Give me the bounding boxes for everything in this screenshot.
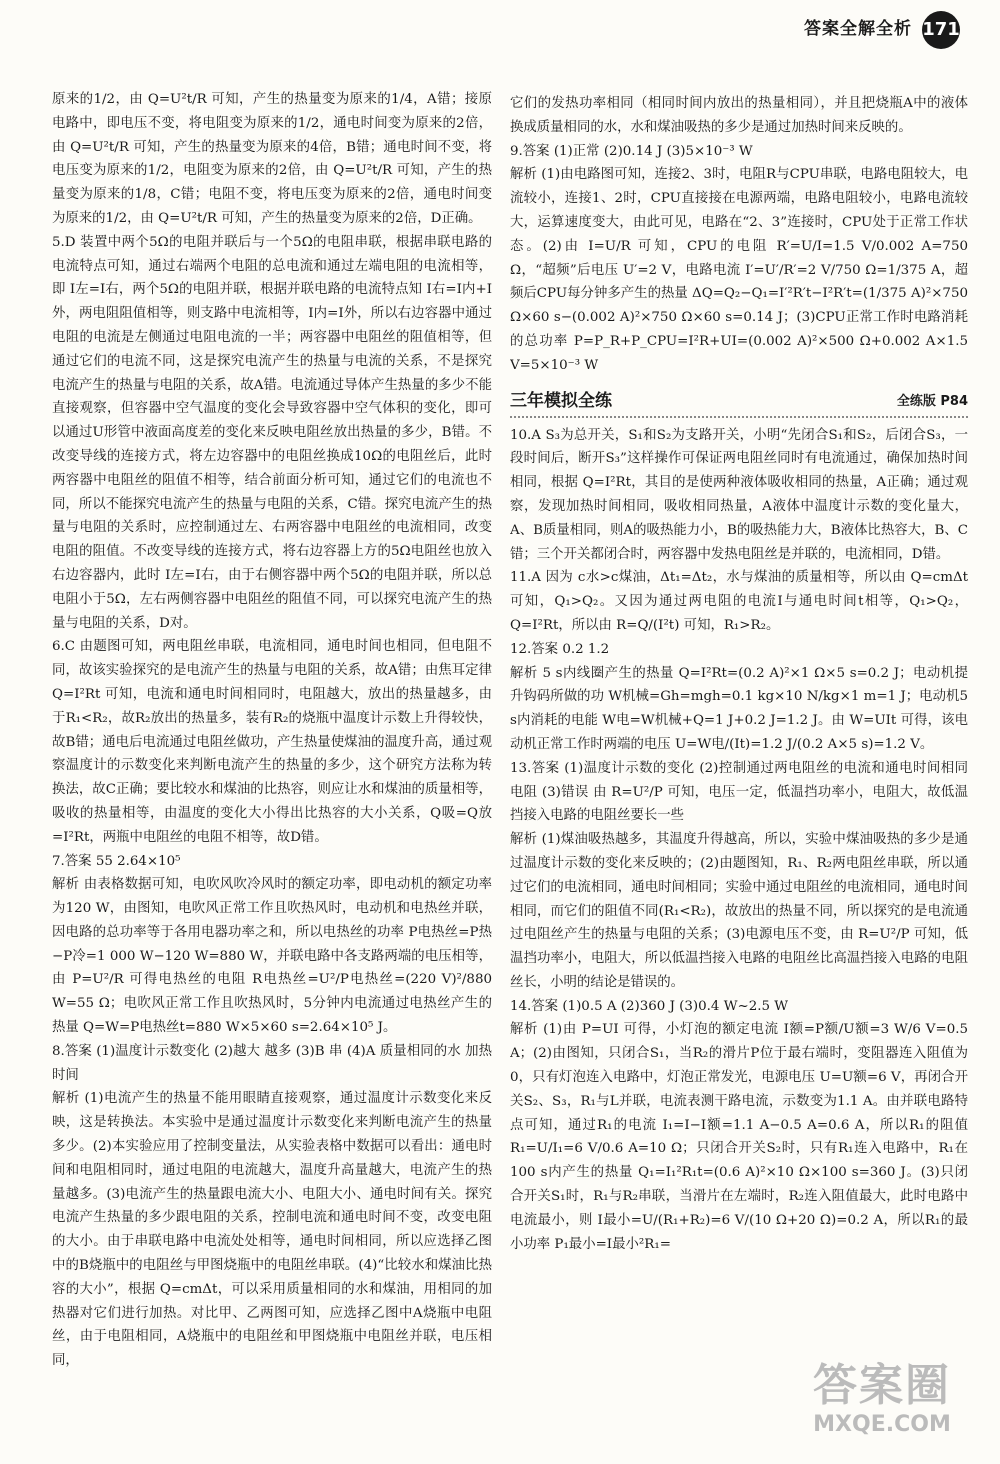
analysis-8: 解析 (1)电流产生的热量不能用眼睛直接观察，通过温度计示数变化来反映，这是转换法。本实验中是通过温度计示数变化来判断电流产生的热量多少。(2)本实验应用了控制变量法，从实验表格中数据可以看出：通电时间和电阻相同时，通过电阻的电流越大，温度升高量越大，电流产生的热量越多。(3)电流产生的热量跟电流大小、电阻大小、通电时间有关。探究电流产生热量的多少跟电阻的关系，控制电流和通电时间不变，改变电阻的大小。由于串联电路中电流处处相等，通电时间相同，所以应选择乙图中的B烧瓶中的电阻丝与甲图烧瓶中的电阻丝串联。(4)“比较水和煤油比热容的大小”，根据 Q=cmΔt，可以采用质量相同的水和煤油，用相同的加热器对它们进行加热。对比甲、乙两图可知，应选择乙图中A烧瓶中电阻丝，由于电阻相同，A烧瓶中的电阻丝和甲图烧瓶中电阻丝并联，电压相同， (52, 1091, 492, 1369)
analysis-13: 解析 (1)煤油吸热越多，其温度升得越高，所以，实验中煤油吸热的多少是通过温度计示数的变化来反映的；(2)由题图知，R₁、R₂两电阻丝串联，所以通过它们的电流相同，通电时间相同；实验中通过电阻丝的电流相同，通电时间相同，而它们的阻值不同(R₁<R₂)，故放出的热量不同，所以探究的是电流通过电阻丝产生的热量与电阻的关系；(3)电源电压不变，由 R=U²/P 可知，低温挡功率小，电阻大，所以低温挡接入电路的电阻丝比高温挡接入电路的电阻丝长，小明的结论是错误的。 (510, 832, 968, 990)
section-page-ref: 全练版 P84 (896, 393, 968, 409)
answer-8: 8.答案 (1)温度计示数变化 (2)越大 越多 (3)B 串 (4)A 质量相同的水 加热时间 (52, 1043, 492, 1083)
page-number-badge: 171 (922, 11, 960, 49)
answer-11: 11.A 因为 c水>c煤油，Δt₁=Δt₂，水与煤油的质量相等，所以由 Q=cmΔt 可知，Q₁>Q₂。又因为通过两电阻的电流I与通电时间t相等，Q₁>Q₂，Q=I²Rt，所以由 R=Q/(I²t) 可知，R₁>R₂。 (510, 570, 968, 633)
analysis-12: 解析 5 s内线圈产生的热量 Q=I²Rt=(0.2 A)²×1 Ω×5 s=0.2 J；电动机提升钩码所做的功 W机械=Gh=mgh=0.1 kg×10 N/kg×1 m=1 J；电动机5 s内消耗的电能 W电=W机械+Q=1 J+0.2 J=1.2 J。由 W=UIt 可得，该电动机正常工作时两端的电压 U=W电/(It)=1.2 J/(0.2 A×5 s)=1.2 V。 (510, 665, 968, 752)
answer-14: 14.答案 (1)0.5 A (2)360 J (3)0.4 W~2.5 W (510, 998, 789, 1014)
left-column (52, 88, 492, 1438)
header-title: 答案全解全析 (804, 19, 912, 40)
analysis-14: 解析 (1)由 P=UI 可得，小灯泡的额定电流 I额=P额/U额=3 W/6 V=0.5 A；(2)由图知，只闭合S₁，当R₂的滑片P位于最右端时，变阻器连入阻值为0，只有灯泡连入电路中，灯泡正常发光，电源电压 U=U额=6 V，再闭合开关S₂、S₃，R₁与L并联，电流表测干路电流，示数变为1.1 A。由并联电路特点可知，通过R₁的电流 I₁=I−I额=1.1 A−0.5 A=0.6 A，所以R₁的阻值 R₁=U/I₁=6 V/0.6 A=10 Ω；只闭合开关S₂时，只有R₁连入电路中，R₁在100 s内产生的热量 Q₁=I₁²R₁t=(0.6 A)²×10 Ω×100 s=360 J。(3)只闭合开关S₁时，R₁与R₂串联，当滑片在左端时，R₂连入阻值最大，此时电路中电流最小，则 I最小=U/(R₁+R₂)=6 V/(10 Ω+20 Ω)=0.2 A，所以R₁的最小功率 P₁最小=I最小²R₁= (510, 1022, 968, 1252)
page-header (804, 10, 960, 50)
section-title: 三年模拟全练 (510, 390, 612, 411)
watermark-text: 答案圈 (813, 1360, 951, 1411)
analysis-8-cont: 它们的发热功率相同（相同时间内放出的热量相同），并且把烧瓶A中的液体换成质量相同的水，水和煤油吸热的多少是通过加热时间来反映的。 (510, 96, 968, 135)
analysis-7: 解析 由表格数据可知，电吹风吹冷风时的额定功率，即电动机的额定功率为120 W，由图知，电吹风正常工作且吹热风时，电动机和电热丝并联，因电路的总功率等于各用电器功率之和，所以电热丝的功率 P电热丝=P热−P冷=1 000 W−120 W=880 W，并联电路中各支路两端的电压相等，由 P=U²/R 可得电热丝的电阻 R电热丝=U²/P电热丝=(220 V)²/880 W=55 Ω；电吹风正常工作且吹热风时，5分钟内电流通过电热丝产生的热量 Q=W=P电热丝t=880 W×5×60 s=2.64×10⁵ J。 (52, 877, 492, 1036)
section-header (510, 388, 968, 418)
answer-5: 5.D 装置中两个5Ω的电阻并联后与一个5Ω的电阻串联，根据串联电路的电流特点可知，通过右端两个电阻的总电流和通过左端电阻的电流相等，即 I左=I右，两个5Ω的电阻并联，根据并联电路的电流特点知 I右=I内+I外，两电阻阻值相等，则支路中电流相等，I内=I外，所以右边容器中通过电阻的电流是左侧通过电阻电流的一半；两容器中电阻丝的阻值相等，但通过它们的电流不同，这是探究电流产生的热量与电流的关系，不是探究电流产生的热量与电阻的关系，故A错。电流通过导体产生热量的多少不能直接观察，但容器中空气温度的变化会导致容器中空气体积的变化，即可以通过U形管中液面高度差的变化来反映电阻丝放出热量的多少，B错。不改变导线的连接方式，将左边容器中的电阻丝换成10Ω的电阻丝后，此时两容器中电阻丝的阻值不相等，结合前面分析可知，通过它们的电流也不同，所以不能探究电流产生的热量与电阻的关系，C错。探究电流产生的热量与电阻的关系时，应控制通过左、右两容器中电阻丝的电流相同，改变电阻的阻值。不改变导线的连接方式，将右边容器上方的5Ω电阻丝也放入右边容器内，此时 I左=I右，由于右侧容器中两个5Ω的电阻并联，所以总电阻小于5Ω，左右两侧容器中电阻丝的阻值不同，可以探究电流产生的热量与电阻的关系，D对。 (52, 234, 492, 631)
paragraph-4-cont: 原来的1/2，由 Q=U²t/R 可知，产生的热量变为原来的1/4，A错；接原电路中，即电压不变，将电阻变为原来的1/2，通电时间变为原来的2倍，由 Q=U²t/R 可知，产生的热量变为原来的4倍，B错；通电时间不变，将电压变为原来的1/2，电阻变为原来的2倍，由 Q=U²t/R 可知，产生的热量变为原来的1/8，C错；电阻不变，将电压变为原来的2倍，通电时间变为原来的1/2，由 Q=U²t/R 可知，产生的热量变为原来的2倍，D正确。 (52, 92, 492, 226)
watermark-logo (782, 1360, 982, 1450)
right-column (510, 92, 968, 1442)
answer-10: 10.A S₃为总开关，S₁和S₂为支路开关，小明“先闭合S₁和S₂，后闭合S₃，一段时间后，断开S₃”这样操作可保证两电阻丝同时有电流通过，确保加热时间相同，根据 Q=I²Rt，其目的是使两种液体吸收相同的热量，A正确；通过观察，发现加热时间相同，吸收相同热量，A液体中温度计示数的变化量大，A、B质量相同，则A的吸热能力小，B的吸热能力大，B液体比热容大，B、C错；三个开关都闭合时，两容器中发热电阻丝是并联的，电流相同，D错。 (510, 427, 968, 562)
answer-7: 7.答案 55 2.64×10⁵ (52, 853, 181, 869)
watermark-url: MXQE.COM (813, 1412, 951, 1437)
analysis-9: 解析 (1)由电路图可知，连接2、3时，电阻R与CPU串联，电路电阻较大，电流较小，连接1、2时，CPU直接接在电源两端，电路电阻较小，电路电流较大，运算速度变大，由此可见，电路在“2、3”连接时，CPU处于正常工作状态。(2)由 I=U/R 可知，CPU的电阻 R′=U/I=1.5 V/0.002 A=750 Ω，“超频”后电压 U′=2 V，电路电流 I′=U′/R′=2 V/750 Ω=1/375 A，超频后CPU每分钟多产生的热量 ΔQ=Q₂−Q₁=I′²R′t−I²R′t=(1/375 A)²×750 Ω×60 s−(0.002 A)²×750 Ω×60 s=0.14 J；(3)CPU正常工作时电路消耗的总功率 P=P_R+P_CPU=I²R+UI=(0.002 A)²×500 Ω+0.002 A×1.5 V=5×10⁻³ W (510, 167, 968, 373)
answer-9: 9.答案 (1)正常 (2)0.14 J (3)5×10⁻³ W (510, 143, 753, 159)
answer-13: 13.答案 (1)温度计示数的变化 (2)控制通过两电阻丝的电流和通电时间相同 电阻 (3)错误 由 R=U²/P 可知，电压一定，低温挡功率小，电阻大，故低温挡接入电路的电阻丝要长一些 (510, 760, 968, 824)
answer-6: 6.C 由题图可知，两电阻丝串联，电流相同，通电时间也相同，但电阻不同，故该实验探究的是电流产生的热量与电阻的关系，故A错；由焦耳定律 Q=I²Rt 可知，电流和通电时间相同时，电阻越大，放出的热量越多，由于R₁<R₂，故R₂放出的热量多，装有R₂的烧瓶中温度计示数上升得较快，故B错；通电后电流通过电阻丝做功，产生热量使煤油的温度升高，通过观察温度计的示数变化来判断电流产生的热量的多少，这个研究方法称为转换法，故C正确；要比较水和煤油的比热容，则应让水和煤油的质量相等，吸收的热量相等，由温度的变化大小得出比热容的大小关系，Q吸=Q放=I²Rt，两瓶中电阻丝的电阻不相等，故D错。 (52, 639, 492, 845)
answer-12: 12.答案 0.2 1.2 (510, 641, 610, 657)
